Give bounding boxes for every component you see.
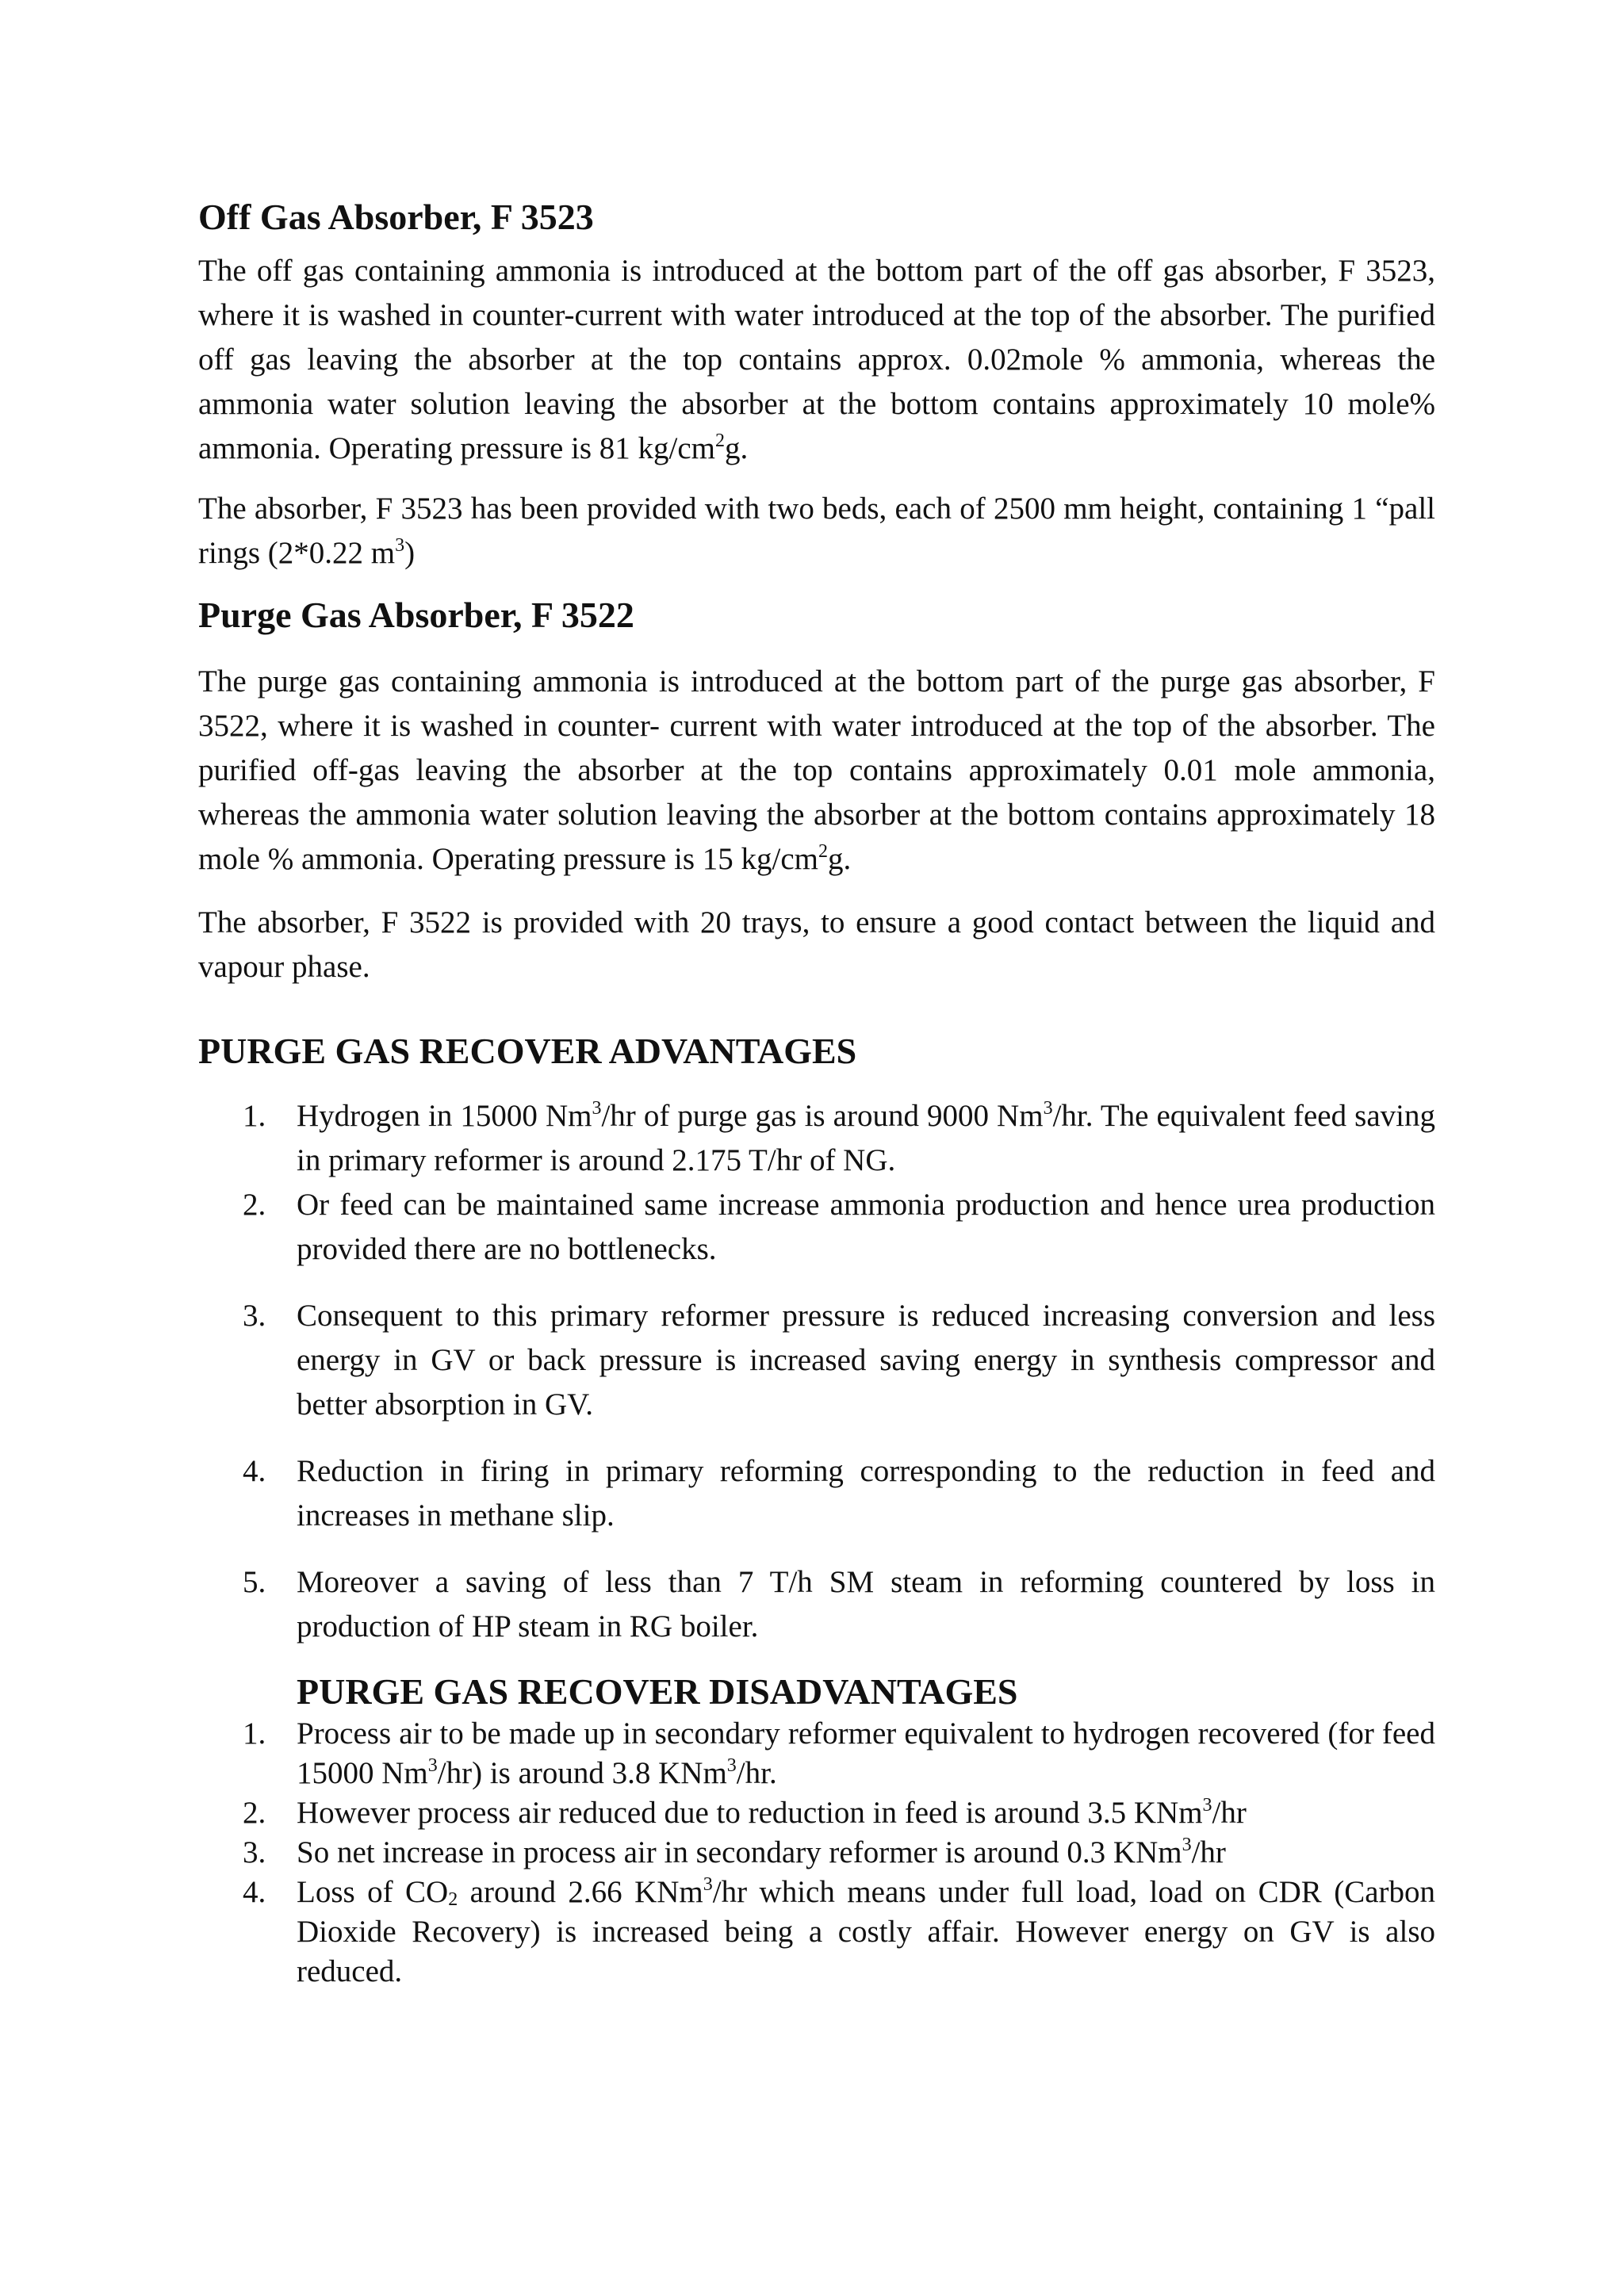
list-item-text: So net increase in process air in secondary reformer is around 0.3 KNm: [297, 1835, 1182, 1869]
list-item: [198, 1183, 1435, 1272]
superscript: 3: [592, 1098, 602, 1119]
off-gas-beds-description: [198, 487, 1435, 576]
list-item: [198, 1793, 1435, 1833]
section-title-disadvantages: PURGE GAS RECOVER DISADVANTAGES: [297, 1671, 1018, 1712]
list-item-number: 1.: [243, 1716, 266, 1751]
list-item: [198, 1294, 1435, 1427]
off-gas-description: [198, 249, 1435, 471]
list-item-text: /hr which means under full load, load on CDR (Carbon Dioxide Recovery) is increased being a costly affair. However energy on GV is also reduced.: [297, 1875, 1436, 1988]
section-title-purge-gas-absorber: Purge Gas Absorber, F 3522: [198, 595, 634, 635]
list-item-number: 3.: [243, 1835, 266, 1869]
list-item: [198, 1560, 1435, 1649]
superscript: 2: [715, 430, 726, 451]
document-page: [198, 190, 1435, 1992]
superscript: 2: [818, 841, 828, 862]
list-item: [198, 1449, 1435, 1538]
purge-gas-trays-description: The absorber, F 3522 is provided with 20 trays, to ensure a good contact between the liquid and vapour phase.: [198, 905, 1435, 984]
disadvantages-list: [198, 1714, 1435, 1992]
superscript: 3: [1202, 1795, 1212, 1816]
list-item-text: Process air to be made up in secondary reformer equivalent to hydrogen recovered (for feed 15000 Nm: [297, 1716, 1435, 1790]
list-item-number: 5.: [243, 1565, 266, 1599]
superscript: 3: [726, 1755, 737, 1776]
purge-gas-description-text: The purge gas containing ammonia is introduced at the bottom part of the purge gas absorber, F 3522, where it is washed in counter- current with water introduced at the top of the absorber. The purified off-gas leaving the absorber at the top contains approximately 0.01 mole ammonia, whereas the ammonia water solution leaving the absorber at the bottom contains approximately 18 mole % ammonia. Operating pressure is 15 kg/cm: [198, 664, 1435, 876]
list-item-text: Hydrogen in 15000 Nm: [297, 1099, 592, 1133]
list-item-number: 4.: [243, 1454, 266, 1488]
list-item-text: Or feed can be maintained same increase ammonia production and hence urea production provided there are no bottlenecks.: [297, 1188, 1435, 1266]
list-item-text: around 2.66 KNm: [458, 1875, 703, 1909]
off-gas-beds-text: The absorber, F 3523 has been provided with two beds, each of 2500 mm height, containing 1 “pall rings (2*0.22 m: [198, 492, 1435, 570]
list-item-number: 2.: [243, 1796, 266, 1830]
advantages-list: [198, 1094, 1435, 1649]
list-item-text: Loss of CO: [297, 1875, 449, 1909]
list-item-text: Consequent to this primary reformer pressure is reduced increasing conversion and less energy in GV or back pressure is increased saving energy in synthesis compressor and better absorption in GV.: [297, 1299, 1435, 1422]
list-item-text: /hr) is around 3.8 KNm: [437, 1756, 727, 1790]
list-item-number: 2.: [243, 1188, 266, 1222]
off-gas-beds-end: ): [404, 536, 416, 570]
list-item-text: /hr. The equivalent feed saving in primary reformer is around 2.175 T/hr of NG.: [297, 1099, 1435, 1177]
superscript: 3: [1182, 1835, 1192, 1855]
off-gas-description-end: g.: [725, 431, 749, 465]
purge-gas-description-end: g.: [827, 842, 852, 876]
superscript: 3: [1043, 1098, 1053, 1119]
list-item: [198, 1714, 1435, 1793]
list-item-text: However process air reduced due to reduction in feed is around 3.5 KNm: [297, 1796, 1203, 1830]
list-item: [198, 1873, 1435, 1992]
superscript: 3: [703, 1874, 713, 1895]
list-item: [198, 1094, 1435, 1183]
list-item: [198, 1833, 1435, 1873]
superscript: 3: [427, 1755, 438, 1776]
superscript: 3: [395, 535, 405, 556]
list-item-number: 3.: [243, 1299, 266, 1333]
list-item-text: /hr: [1212, 1796, 1247, 1830]
list-item-text: Moreover a saving of less than 7 T/h SM steam in reforming countered by loss in production of HP steam in RG boiler.: [297, 1565, 1435, 1644]
subscript: 2: [448, 1889, 458, 1910]
off-gas-description-text: The off gas containing ammonia is introduced at the bottom part of the off gas absorber, F 3523, where it is washed in counter-current with water introduced at the top of the absorber. The purified off gas leaving the absorber at the top contains approx. 0.02mole % ammonia, whereas the ammonia water solution leaving the absorber at the bottom contains approximately 10 mole% ammonia. Operating pressure is 81 kg/cm: [198, 254, 1435, 465]
purge-gas-description: [198, 660, 1435, 882]
list-item-text: Reduction in firing in primary reforming corresponding to the reduction in feed and increases in methane slip.: [297, 1454, 1435, 1533]
section-title-off-gas-absorber: Off Gas Absorber, F 3523: [198, 197, 594, 237]
list-item-text: /hr.: [736, 1756, 777, 1790]
section-title-advantages: PURGE GAS RECOVER ADVANTAGES: [198, 1031, 857, 1071]
list-item-text: /hr of purge gas is around 9000 Nm: [601, 1099, 1044, 1133]
list-item-text: /hr: [1191, 1835, 1226, 1869]
list-item-number: 1.: [243, 1099, 266, 1133]
list-item-number: 4.: [243, 1875, 266, 1909]
